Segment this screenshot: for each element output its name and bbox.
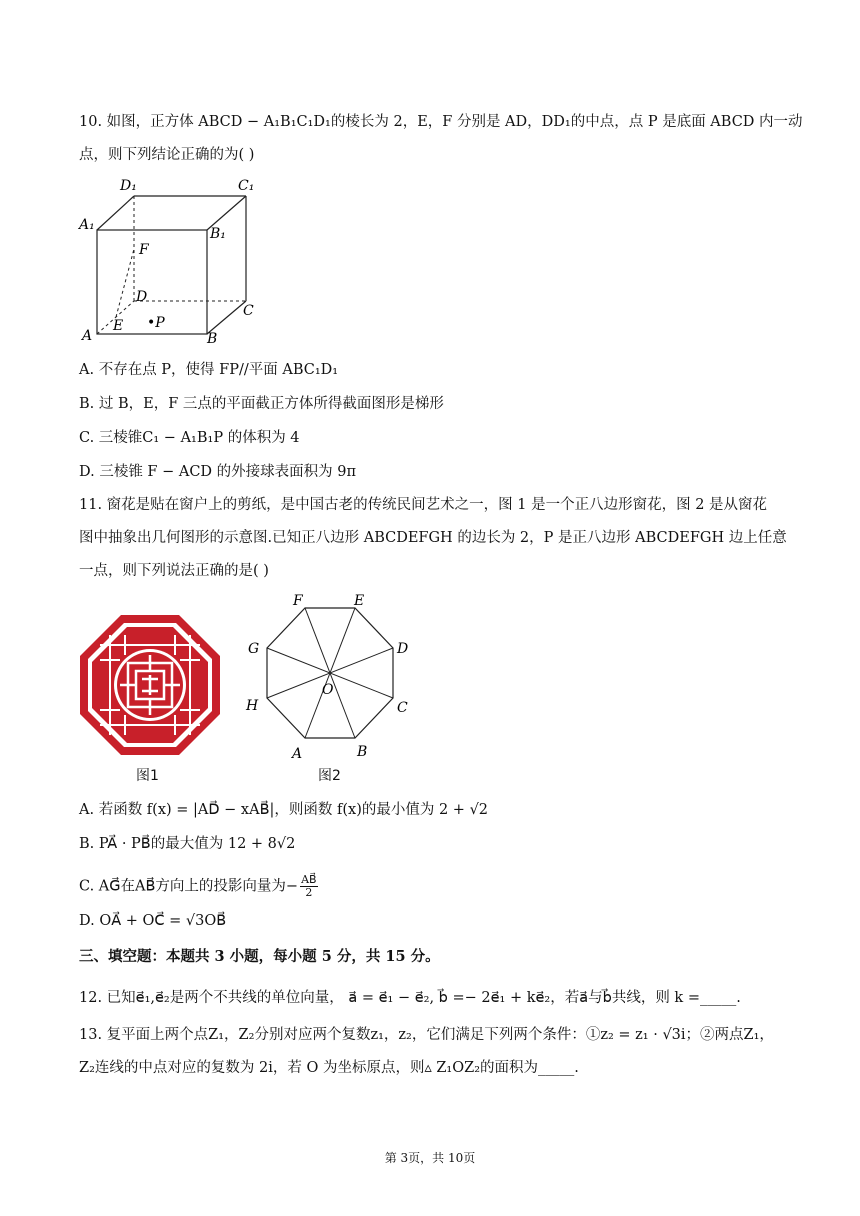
q10-option-b: B. 过 B，E，F 三点的平面截正方体所得截面图形是梯形 xyxy=(79,396,444,412)
oct-label-o: O xyxy=(322,682,334,698)
cube-label-e: E xyxy=(113,318,124,334)
q10-stem-line2: 点，则下列结论正确的为( ) xyxy=(79,147,255,163)
cube-label-d: D xyxy=(136,289,148,305)
q11-stem-line1: 11. 窗花是贴在窗户上的剪纸，是中国古老的传统民间艺术之一，图 1 是一个正八边形窗花，图 2 是从窗花 xyxy=(79,497,768,513)
q10-option-c: C. 三棱锥C₁ − A₁B₁P 的体积为 4 xyxy=(79,430,300,446)
q11-option-a: A. 若函数 f(x) = |AD⃗ − xAB⃗|，则函数 f(x)的最小值为 2 + √2 xyxy=(79,802,489,818)
q11-option-b: B. PA⃗ · PB⃗的最大值为 12 + 8√2 xyxy=(79,836,296,852)
cube-label-a: A xyxy=(82,328,93,344)
oct-label-g: G xyxy=(248,641,260,657)
oct-label-d: D xyxy=(397,641,409,657)
q11-option-d: D. OA⃗ + OC⃗ = √3OB⃗ xyxy=(79,913,227,929)
cube-label-d1: D₁ xyxy=(120,178,137,194)
page-footer: 第 3页，共 10页 xyxy=(384,1151,476,1165)
q13-line1: 13. 复平面上两个点Z₁，Z₂分别对应两个复数z₁，z₂，它们满足下列两个条件：①z₂ = z₁ · √3i；②两点Z₁， xyxy=(79,1027,774,1043)
oct-label-e: E xyxy=(354,593,365,609)
q11-option-c-fraction-num: AB⃗ xyxy=(301,873,317,886)
oct-label-c: C xyxy=(397,700,408,716)
cube-label-f: F xyxy=(139,242,149,258)
q11-option-c-text: C. AG⃗在AB⃗方向上的投影向量为− xyxy=(79,878,299,895)
q11-stem-line3: 一点，则下列说法正确的是( ) xyxy=(79,563,269,579)
q11-option-c-fraction-den: 2 xyxy=(305,886,313,899)
cube-figure xyxy=(76,174,266,349)
q10-option-d: D. 三棱锥 F − ACD 的外接球表面积为 9π xyxy=(79,464,357,480)
oct-label-b: B xyxy=(357,744,368,760)
q10-stem-line1: 10. 如图，正方体 ABCD − A₁B₁C₁D₁的棱长为 2，E，F 分别是 AD，DD₁的中点，点 P 是底面 ABCD 内一动 xyxy=(79,114,803,130)
figure2-caption: 图2 xyxy=(318,768,341,784)
oct-label-f: F xyxy=(293,593,303,609)
q12-text: 12. 已知e⃗₁,e⃗₂是两个不共线的单位向量， a⃗ = e⃗₁ − e⃗₂, b⃗ =− 2e⃗₁ + ke⃗₂，若a⃗与b⃗共线，则 k =_____. xyxy=(79,990,741,1006)
cube-label-a1: A₁ xyxy=(79,217,95,233)
section3-heading: 三、填空题：本题共 3 小题，每小题 5 分，共 15 分。 xyxy=(79,948,440,965)
figure1-caption: 图1 xyxy=(136,768,159,784)
cube-label-p: •P xyxy=(147,315,165,331)
octagon-figure xyxy=(240,588,420,763)
oct-label-a: A xyxy=(292,746,303,762)
oct-label-h: H xyxy=(246,698,259,714)
cube-label-b1: B₁ xyxy=(210,226,226,242)
q11-option-c-fraction xyxy=(300,874,318,899)
cube-label-b: B xyxy=(207,331,218,347)
cube-label-c1: C₁ xyxy=(238,178,255,194)
q11-stem-line2: 图中抽象出几何图形的示意图.已知正八边形 ABCDEFGH 的边长为 2，P 是正八边形 ABCDEFGH 边上任意 xyxy=(79,530,787,546)
q11-option-c xyxy=(79,874,318,899)
q10-option-a: A. 不存在点 P，使得 FP//平面 ABC₁D₁ xyxy=(79,362,339,378)
q13-line2: Z₂连线的中点对应的复数为 2i，若 O 为坐标原点，则▵ Z₁OZ₂的面积为_____. xyxy=(79,1060,579,1076)
window-flower-image xyxy=(80,615,220,755)
cube-label-c: C xyxy=(243,303,254,319)
